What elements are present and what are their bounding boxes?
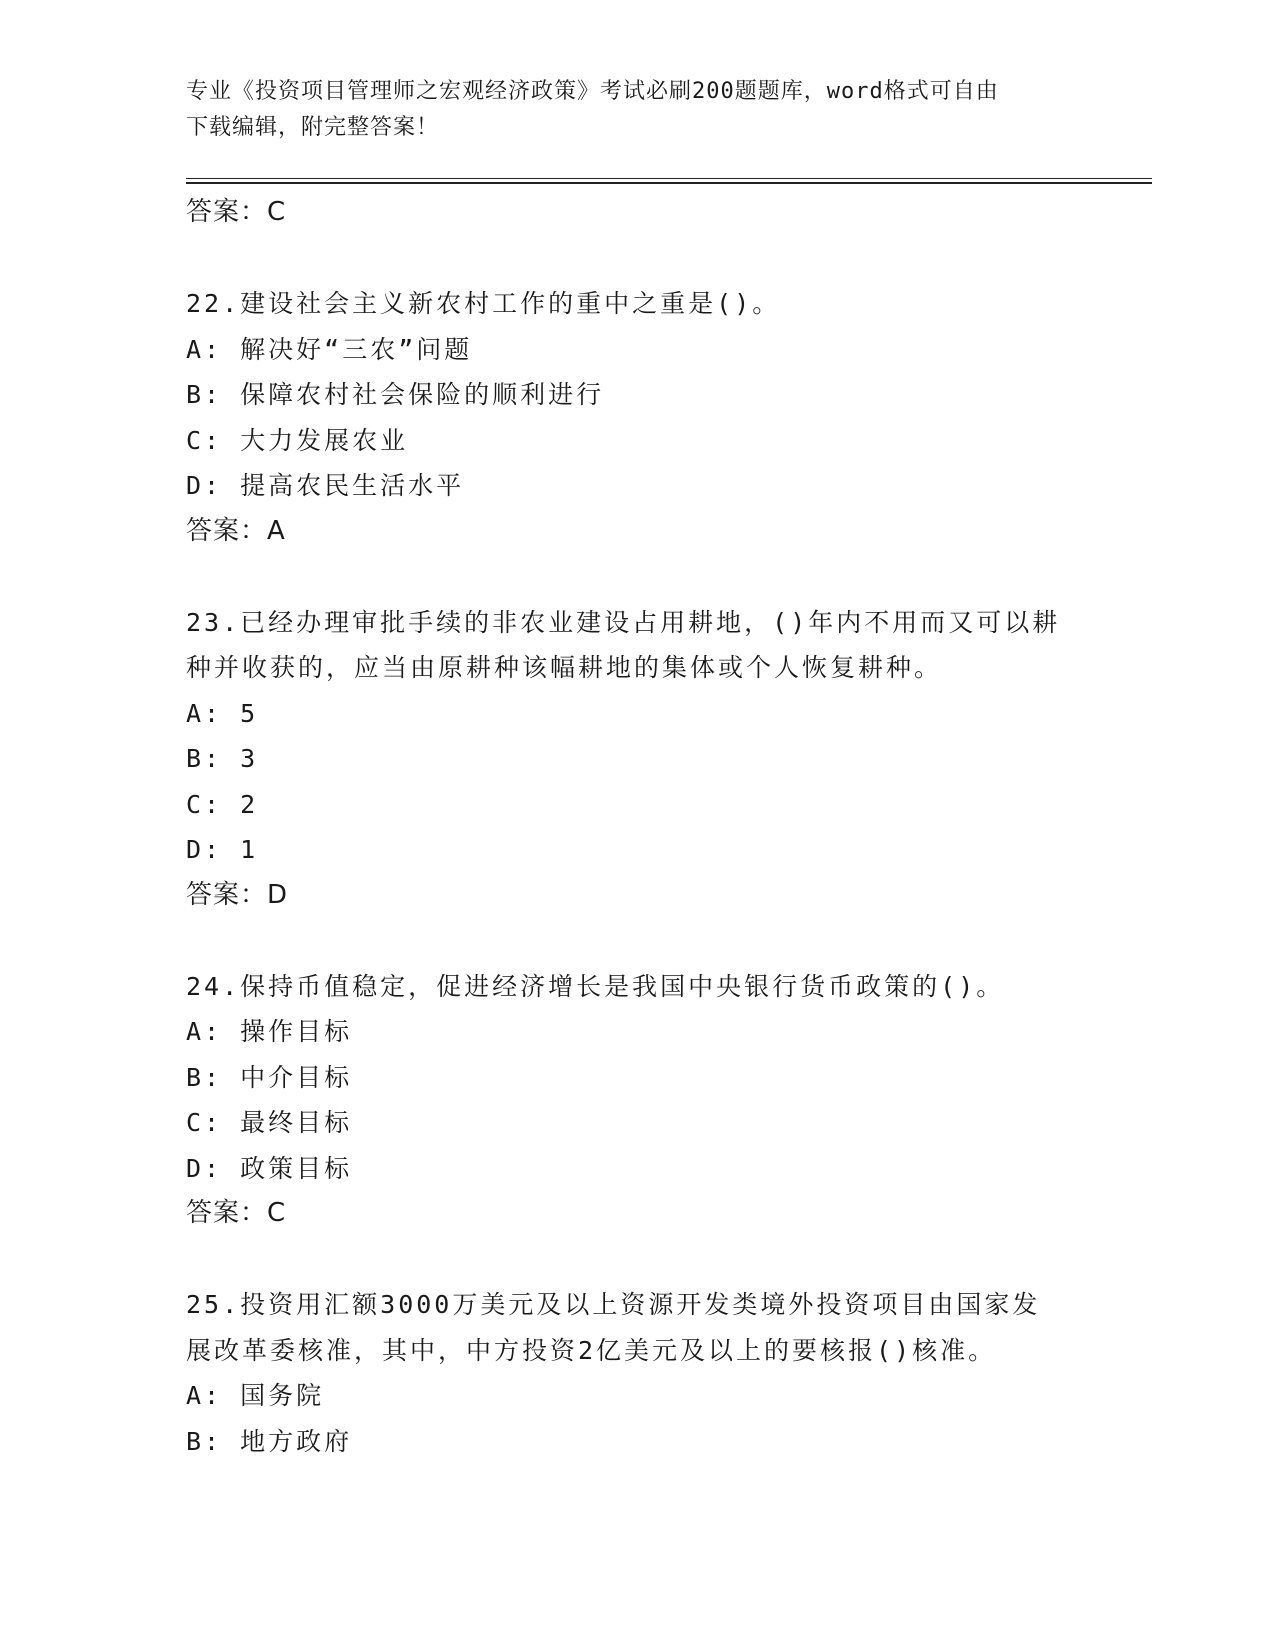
document-body bbox=[186, 190, 1086, 1464]
option-b: B: 保障农村社会保险的顺利进行 bbox=[186, 380, 605, 409]
question-stem: 25.投资用汇额3000万美元及以上资源开发类境外投资项目由国家发 bbox=[186, 1290, 1041, 1319]
question-25 bbox=[186, 1282, 1086, 1464]
option-c: C: 最终目标 bbox=[186, 1108, 353, 1137]
option-c: C: 大力发展农业 bbox=[186, 425, 409, 455]
question-24 bbox=[186, 964, 1086, 1237]
spacer bbox=[186, 918, 1086, 964]
option-a: A: 5 bbox=[186, 698, 259, 728]
header-rule-thick bbox=[186, 182, 1152, 184]
spacer bbox=[186, 1237, 1086, 1283]
question-stem: 展改革委核准，其中，中方投资2亿美元及以上的要核报()核准。 bbox=[186, 1335, 997, 1365]
option-a: A: 操作目标 bbox=[186, 1017, 353, 1046]
option-b: B: 3 bbox=[186, 744, 259, 773]
option-a: A: 国务院 bbox=[186, 1381, 325, 1410]
question-answer: 答案：D bbox=[186, 879, 289, 910]
spacer bbox=[186, 236, 1086, 282]
header-rule-thin bbox=[186, 178, 1152, 179]
option-c: C: 2 bbox=[186, 789, 259, 819]
question-stem: 种并收获的，应当由原耕种该幅耕地的集体或个人恢复耕种。 bbox=[186, 653, 943, 682]
option-d: D: 提高农民生活水平 bbox=[186, 471, 465, 500]
question-stem: 24.保持币值稳定，促进经济增长是我国中央银行货币政策的()。 bbox=[186, 971, 1005, 1001]
option-b: B: 中介目标 bbox=[186, 1062, 353, 1092]
option-a: A: 解决好“三农”问题 bbox=[186, 334, 473, 364]
question-23 bbox=[186, 600, 1086, 919]
spacer bbox=[186, 554, 1086, 600]
question-stem: 22.建设社会主义新农村工作的重中之重是()。 bbox=[186, 289, 781, 318]
option-d: D: 政策目标 bbox=[186, 1153, 353, 1183]
previous-answer: 答案：C bbox=[186, 197, 287, 227]
document-header bbox=[186, 74, 1066, 146]
header-line-2: 下载编辑，附完整答案！ bbox=[186, 115, 440, 140]
question-stem: 23.已经办理审批手续的非农业建设占用耕地，()年内不用而又可以耕 bbox=[186, 607, 1061, 637]
question-answer: 答案：C bbox=[186, 1198, 287, 1228]
header-line-1: 专业《投资项目管理师之宏观经济政策》考试必刷200题题库，word格式可自由 bbox=[186, 79, 999, 104]
option-d: D: 1 bbox=[186, 835, 259, 864]
option-b: B: 地方政府 bbox=[186, 1426, 353, 1456]
question-answer: 答案：A bbox=[186, 515, 286, 546]
question-22 bbox=[186, 281, 1086, 554]
